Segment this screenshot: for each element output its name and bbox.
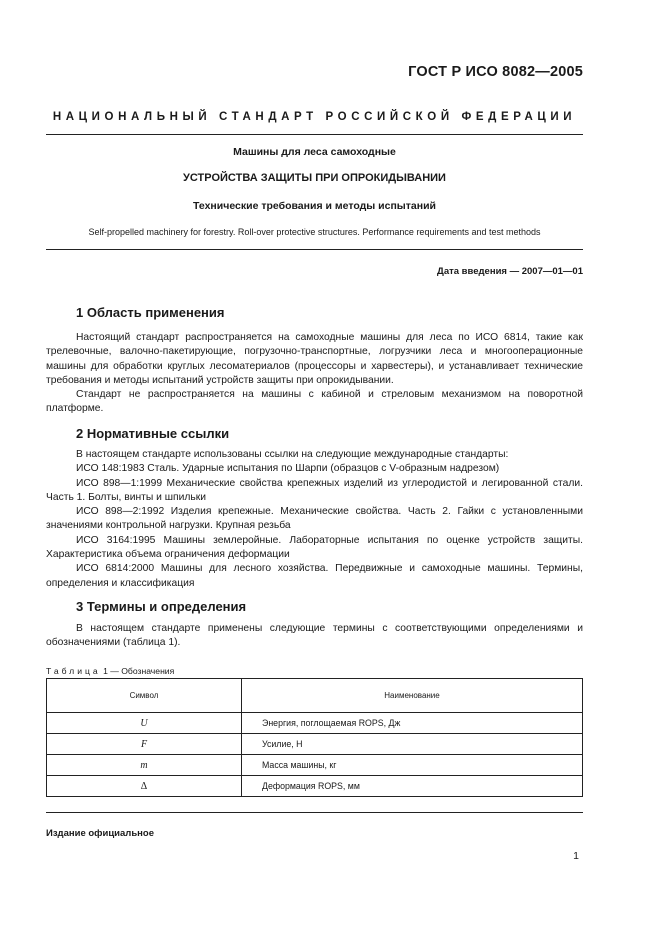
table-caption-text: 1 — Обозначения (103, 666, 175, 676)
symbol-cell: Δ (47, 776, 242, 797)
table-caption (46, 666, 174, 676)
name-cell: Масса машины, кг (242, 755, 583, 776)
section-3-paragraph-1: В настоящем стандарте применены следующие термины с соответствующими определениями и обозначениями (таблица 1). (46, 623, 583, 649)
reference-item: ИСО 6814:2000 Машины для лесного хозяйства. Передвижные и самоходные машины. Термины, определения и классификация (46, 563, 583, 589)
header-rule (46, 134, 583, 135)
reference-item: ИСО 3164:1995 Машины землеройные. Лабораторные испытания по оценке устройств защиты. Характеристика объема ограничения деформации (46, 534, 583, 561)
name-cell: Усилие, Н (242, 734, 583, 755)
title-rule (46, 249, 583, 250)
column-header-name: Наименование (242, 679, 583, 713)
table-row (47, 776, 583, 797)
table-row (47, 713, 583, 734)
national-standard-banner: НАЦИОНАЛЬНЫЙ СТАНДАРТ РОССИЙСКОЙ ФЕДЕРАЦИИ (52, 111, 577, 123)
symbol-cell: U (47, 713, 242, 734)
reference-item: ИСО 898—1:1999 Механические свойства крепежных изделий из углеродистой и легированной стали. Часть 1. Болты, винты и шпильки (46, 477, 583, 503)
section-1-heading: 1 Область применения (76, 305, 225, 320)
title-line-1: Машины для леса самоходные (233, 146, 396, 158)
introduction-date: Дата введения — 2007—01—01 (437, 266, 583, 277)
section-3-body (46, 622, 583, 651)
title-english: Self-propelled machinery for forestry. Roll-over protective structures. Performance requirements and test methods (88, 227, 541, 237)
symbol-cell: F (47, 734, 242, 755)
reference-item: ИСО 898—2:1992 Изделия крепежные. Механические свойства. Часть 2. Гайки с установленными значениями контрольной нагрузки. Крупная резьба (46, 506, 583, 532)
page-number: 1 (573, 850, 579, 862)
document-code: ГОСТ Р ИСО 8082—2005 (408, 64, 583, 80)
table-caption-word: Таблица (46, 666, 101, 676)
table-row (47, 734, 583, 755)
section-2-body (46, 448, 583, 591)
section-1-paragraph-1: Настоящий стандарт распространяется на самоходные машины для леса по ИСО 6814, такие как трелевочные, валочно-пакетирующие, погрузочно-транспортные, логрузчики леса и многооперационные машины для обработки круглых лесоматериалов (процессоры и харвестеры), и устанавливает технические требования и методы испытаний устройств защиты при опрокидывании. (46, 332, 583, 386)
section-2-heading: 2 Нормативные ссылки (76, 426, 230, 441)
section-1-paragraph-2: Стандарт не распространяется на машины с кабиной и стреловым механизмом на поворотной платформе. (46, 389, 583, 415)
designations-table (46, 678, 583, 797)
reference-item: ИСО 148:1983 Сталь. Ударные испытания по Шарпи (образцов с V-образным надрезом) (76, 463, 500, 475)
section-2-intro: В настоящем стандарте использованы ссылки на следующие международные стандарты: (76, 449, 509, 460)
column-header-symbol: Символ (47, 679, 242, 713)
title-line-2: УСТРОЙСТВА ЗАЩИТЫ ПРИ ОПРОКИДЫВАНИИ (183, 172, 446, 184)
name-cell: Энергия, поглощаемая ROPS, Дж (242, 713, 583, 734)
official-edition-note: Издание официальное (46, 828, 154, 839)
name-cell: Деформация ROPS, мм (242, 776, 583, 797)
table-header-row (47, 679, 583, 713)
section-1-body (46, 331, 583, 417)
title-line-3: Технические требования и методы испытаний (193, 200, 436, 212)
footer-rule (46, 812, 583, 813)
section-3-heading: 3 Термины и определения (76, 599, 247, 614)
table-row (47, 755, 583, 776)
symbol-cell: m (47, 755, 242, 776)
